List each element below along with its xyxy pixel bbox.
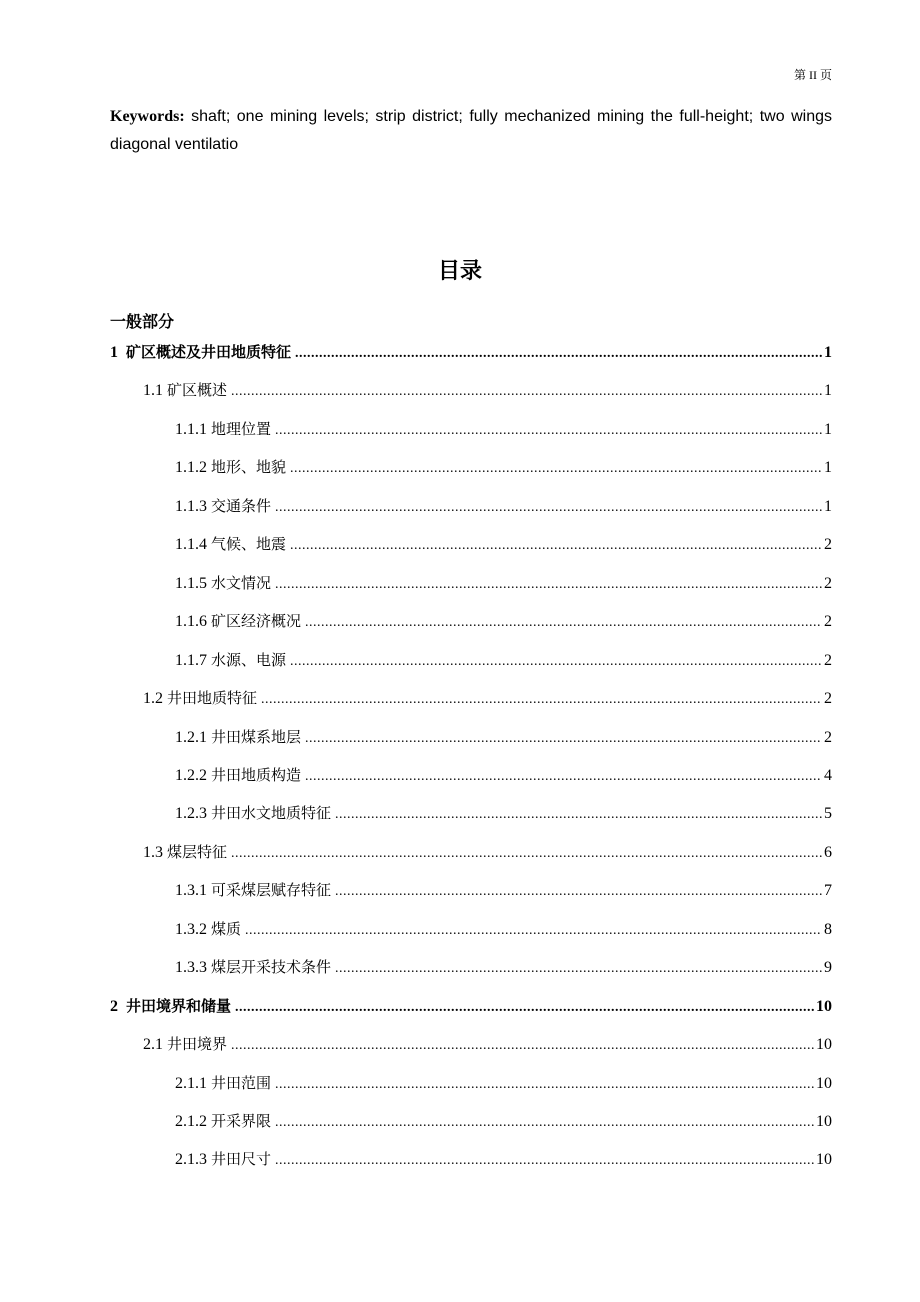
toc-entry-title bbox=[175, 609, 301, 634]
toc-entry[interactable] bbox=[143, 378, 832, 402]
toc-entry-number: 2.1.1 bbox=[175, 1074, 211, 1092]
toc-entry-number: 1.2 bbox=[143, 690, 167, 708]
toc-entry-page: 6 bbox=[824, 843, 832, 861]
toc-entry-text: 井田尺寸 bbox=[211, 1150, 272, 1169]
toc-entry-title bbox=[175, 725, 301, 750]
toc-entry[interactable] bbox=[143, 1032, 832, 1056]
toc-entry-text: 井田范围 bbox=[211, 1073, 272, 1092]
toc-entry-text: 水源、电源 bbox=[211, 650, 287, 669]
toc-leader-dots bbox=[261, 688, 822, 712]
toc-entry[interactable] bbox=[110, 340, 832, 364]
toc-entry-title bbox=[175, 494, 271, 519]
toc-entry-number: 1.1.7 bbox=[175, 651, 211, 669]
toc-entry[interactable] bbox=[175, 763, 832, 787]
toc-entry-text: 地理位置 bbox=[211, 419, 272, 438]
toc-entry-page: 10 bbox=[816, 1151, 832, 1169]
toc-entry-text: 地形、地貌 bbox=[211, 458, 287, 477]
toc-entry[interactable] bbox=[175, 1147, 832, 1171]
toc-entry-title bbox=[143, 686, 257, 711]
toc-entry-text: 可采煤层赋存特征 bbox=[211, 881, 332, 900]
toc-entry-text: 煤层开采技术条件 bbox=[211, 958, 332, 977]
toc-entry-page: 7 bbox=[824, 882, 832, 900]
keywords-paragraph bbox=[110, 103, 832, 159]
toc-leader-dots bbox=[290, 457, 822, 481]
toc-entry-page: 1 bbox=[824, 459, 832, 477]
toc-entry-title bbox=[110, 340, 291, 365]
toc-entry-title bbox=[175, 955, 331, 980]
toc-entry-title bbox=[175, 917, 241, 942]
toc-entry[interactable] bbox=[175, 955, 832, 979]
toc-entry-text: 开采界限 bbox=[211, 1112, 272, 1130]
toc-entry-page: 9 bbox=[824, 959, 832, 977]
toc-entry-page: 2 bbox=[824, 574, 832, 592]
toc-entry-page: 1 bbox=[824, 420, 832, 438]
toc-entry[interactable] bbox=[175, 494, 832, 518]
toc-title: 目录 bbox=[437, 259, 482, 284]
toc-entry-page: 1 bbox=[824, 497, 832, 515]
toc-leader-dots bbox=[231, 1034, 814, 1058]
toc-entry-title bbox=[175, 571, 271, 596]
toc-entry-page: 1 bbox=[824, 344, 832, 361]
toc-entry-title bbox=[143, 1032, 227, 1057]
toc-entry-page: 2 bbox=[824, 613, 832, 631]
toc-entry-number: 1.1 bbox=[143, 382, 167, 400]
toc-entry-number: 1.3.1 bbox=[175, 882, 211, 900]
toc-entry-title bbox=[175, 417, 271, 442]
toc-leader-dots bbox=[235, 996, 814, 1020]
toc-entry-title bbox=[175, 801, 331, 826]
toc-entry-number: 1.2.1 bbox=[175, 728, 211, 746]
toc-leader-dots bbox=[305, 765, 822, 789]
toc-entry-title bbox=[175, 455, 286, 480]
toc-entry-text: 井田地质特征 bbox=[167, 689, 258, 708]
toc-entry-number: 1.1.4 bbox=[175, 536, 211, 554]
toc-leader-dots bbox=[335, 957, 822, 981]
toc-entry-page: 10 bbox=[816, 1036, 832, 1054]
toc-leader-dots bbox=[231, 380, 822, 404]
toc-entry-text: 井田境界 bbox=[167, 1035, 228, 1054]
toc-entry-number: 1 bbox=[110, 344, 126, 361]
toc-entry-page: 10 bbox=[816, 997, 832, 1015]
toc-entry[interactable] bbox=[175, 917, 832, 941]
toc-leader-dots bbox=[275, 496, 822, 520]
toc-entry-title bbox=[175, 1109, 271, 1134]
toc-leader-dots bbox=[305, 727, 822, 751]
toc-leader-dots bbox=[275, 1149, 814, 1173]
toc-entry-number: 1.1.6 bbox=[175, 613, 211, 631]
toc-entry-number: 2.1.2 bbox=[175, 1113, 211, 1130]
toc-entry-title bbox=[143, 840, 227, 865]
toc-entry-number: 2 bbox=[110, 997, 126, 1015]
toc-entry-text: 煤质 bbox=[211, 919, 242, 938]
toc-entry-page: 8 bbox=[824, 920, 832, 938]
toc-entry-number: 1.3 bbox=[143, 843, 167, 861]
toc-leader-dots bbox=[290, 534, 822, 558]
toc-entry-title bbox=[175, 532, 286, 557]
toc-entry-number: 1.2.3 bbox=[175, 805, 211, 823]
toc-leader-dots bbox=[275, 419, 822, 443]
toc-entry-page: 10 bbox=[816, 1074, 832, 1092]
toc-entry-title bbox=[175, 648, 286, 673]
toc-leader-dots bbox=[295, 342, 822, 366]
toc-entry-page: 1 bbox=[824, 382, 832, 400]
toc-entry-page: 10 bbox=[816, 1113, 832, 1130]
toc-entry-number: 1.2.2 bbox=[175, 766, 211, 784]
toc-entry[interactable] bbox=[175, 878, 832, 902]
toc-entry-number: 1.3.2 bbox=[175, 920, 211, 938]
toc-entry[interactable] bbox=[175, 1109, 832, 1133]
toc-entry-text: 井田境界和储量 bbox=[126, 996, 232, 1015]
toc-entry-page: 4 bbox=[824, 766, 832, 784]
toc-entry-text: 井田水文地质特征 bbox=[211, 804, 332, 823]
toc-leader-dots bbox=[305, 611, 822, 635]
toc-entry-title bbox=[175, 1147, 271, 1172]
toc-entry[interactable] bbox=[175, 1071, 832, 1095]
toc-entry-number: 1.3.3 bbox=[175, 959, 211, 977]
toc-leader-dots bbox=[290, 650, 822, 674]
toc-entry-text: 井田地质构造 bbox=[211, 765, 302, 784]
keywords-label: Keywords: bbox=[110, 108, 185, 125]
toc-entry[interactable] bbox=[175, 609, 832, 633]
toc-entry[interactable] bbox=[175, 801, 832, 825]
toc-entry-page: 5 bbox=[824, 805, 832, 823]
toc-leader-dots bbox=[245, 919, 822, 943]
toc-entry-text: 井田煤系地层 bbox=[211, 727, 302, 746]
toc-entry-text: 煤层特征 bbox=[167, 842, 228, 861]
toc-entry-number: 2.1 bbox=[143, 1036, 167, 1054]
toc-entry-title bbox=[175, 1071, 271, 1096]
toc-entry-text: 矿区概述及井田地质特征 bbox=[126, 343, 292, 361]
toc-leader-dots bbox=[335, 803, 822, 827]
toc-entry[interactable] bbox=[143, 840, 832, 864]
toc-entry-page: 2 bbox=[824, 690, 832, 708]
toc-leader-dots bbox=[231, 842, 822, 866]
toc-leader-dots bbox=[275, 1073, 814, 1097]
toc-entry-text: 气候、地震 bbox=[211, 535, 287, 554]
toc-entry-title bbox=[175, 763, 301, 788]
toc-entry-page: 2 bbox=[824, 728, 832, 746]
toc-entry[interactable] bbox=[175, 648, 832, 672]
keywords-text: shaft; one mining levels; strip district; fully mechanized mining the full-height; two wings diagonal ventilatio bbox=[110, 108, 832, 153]
toc-entry-title bbox=[175, 878, 331, 903]
toc-entry-number: 1.1.3 bbox=[175, 497, 211, 515]
toc-entry-text: 水文情况 bbox=[211, 573, 272, 592]
toc-entry-title bbox=[143, 378, 227, 403]
toc-leader-dots bbox=[275, 1111, 814, 1135]
toc-entry[interactable] bbox=[110, 994, 832, 1018]
toc-entry-page: 2 bbox=[824, 651, 832, 669]
toc-entry-text: 矿区概述 bbox=[167, 381, 228, 400]
page-number: 第 II 页 bbox=[794, 68, 832, 82]
toc-entry[interactable] bbox=[175, 571, 832, 595]
toc-entry-number: 1.1.2 bbox=[175, 459, 211, 477]
toc-entry-number: 2.1.3 bbox=[175, 1151, 211, 1169]
toc-entry-text: 交通条件 bbox=[211, 496, 272, 515]
toc-section-label: 一般部分 bbox=[110, 312, 175, 331]
toc-leader-dots bbox=[335, 880, 822, 904]
toc-entry-number: 1.1.5 bbox=[175, 574, 211, 592]
toc-entry-page: 2 bbox=[824, 536, 832, 554]
toc-entry[interactable] bbox=[175, 725, 832, 749]
toc-entry-title bbox=[110, 994, 231, 1019]
toc-leader-dots bbox=[275, 573, 822, 597]
toc-entry-number: 1.1.1 bbox=[175, 420, 211, 438]
toc-entry[interactable] bbox=[175, 455, 832, 479]
toc-entry-text: 矿区经济概况 bbox=[211, 612, 302, 631]
toc-entry[interactable] bbox=[175, 532, 832, 556]
toc-entry[interactable] bbox=[175, 417, 832, 441]
toc-entry[interactable] bbox=[143, 686, 832, 710]
